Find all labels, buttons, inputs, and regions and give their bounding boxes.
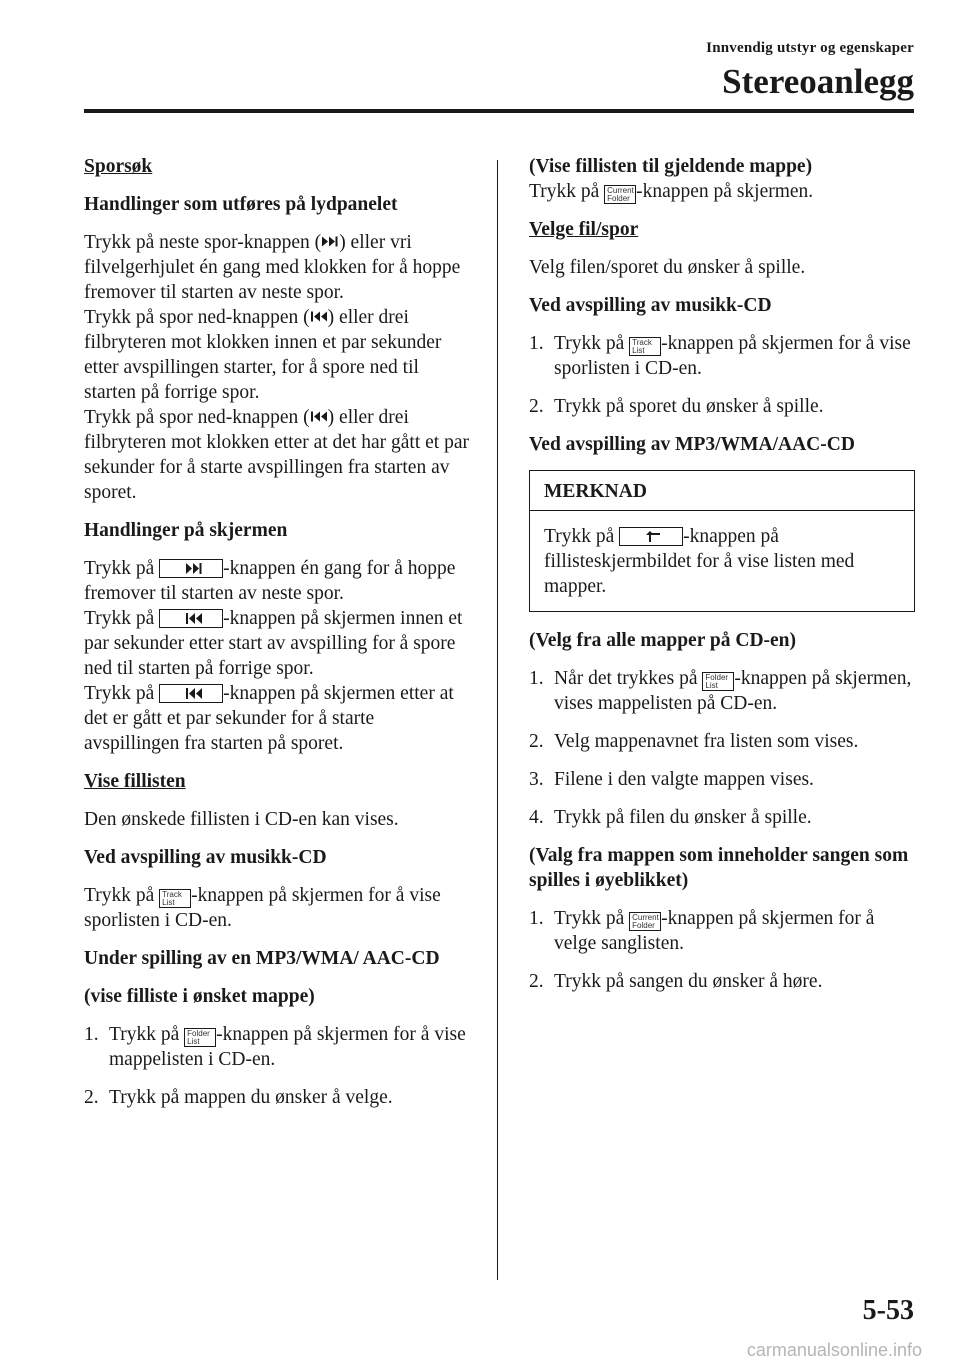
folder-up-icon bbox=[646, 531, 662, 543]
paragraph-screen-prev-late: Trykk på -knappen på skjermen etter at det er gått et par sekunder for å starte avspillingen fra starten på sporet. bbox=[84, 683, 454, 754]
previous-track-icon bbox=[310, 407, 328, 426]
left-column bbox=[84, 154, 469, 1123]
note-title: MERKNAD bbox=[530, 471, 914, 511]
column-divider bbox=[497, 160, 498, 1280]
select-file-text: Velg filen/sporet du ønsker å spille. bbox=[529, 257, 806, 278]
all-folders-heading: (Velg fra alle mapper på CD-en) bbox=[529, 630, 797, 651]
paragraph-next-track: Trykk på neste spor-knappen ( ) eller vri filvelgerhjulet én gang med klokken for å hoppe fremover til starten av neste spor. bbox=[84, 232, 461, 303]
paragraph-screen-next: Trykk på -knappen én gang for å hoppe fremover til starten av neste spor. bbox=[84, 558, 456, 604]
current-folder-button[interactable]: Current Folder bbox=[604, 185, 636, 204]
mp3-cd-heading: Ved avspilling av MP3/WMA/AAC-CD bbox=[529, 434, 855, 455]
next-track-button[interactable] bbox=[159, 559, 223, 578]
list-item: 1. Trykk på Current Folder -knappen på skjermen for å velge sanglisten. bbox=[529, 908, 875, 954]
paragraph-screen-prev-early: Trykk på -knappen på skjermen innen et par sekunder etter start av avspilling for å spore ned til starten på forrige spor. bbox=[84, 608, 463, 679]
header-section-label: Innvendig utstyr og egenskaper bbox=[706, 40, 914, 56]
file-list-text: Den ønskede fillisten i CD-en kan vises. bbox=[84, 809, 399, 830]
next-track-icon bbox=[186, 563, 202, 574]
panel-operations-heading: Handlinger som utføres på lydpanelet bbox=[84, 194, 398, 215]
track-list-button[interactable]: Track List bbox=[159, 889, 191, 908]
list-item: 1. Trykk på Folder List -knappen på skjermen for å vise mappelisten i CD-en. bbox=[84, 1024, 466, 1070]
list-item: 2. Trykk på mappen du ønsker å velge. bbox=[84, 1087, 393, 1108]
desired-folder-heading: (vise filliste i ønsket mappe) bbox=[84, 986, 315, 1007]
previous-track-button[interactable] bbox=[159, 609, 223, 628]
paragraph-track-list: Trykk på Track List -knappen på skjermen for å vise sporlisten i CD-en. bbox=[84, 885, 441, 931]
note-box bbox=[529, 470, 915, 612]
list-item: 4. Trykk på filen du ønsker å spille. bbox=[529, 807, 812, 828]
previous-track-button[interactable] bbox=[159, 684, 223, 703]
screen-operations-heading: Handlinger på skjermen bbox=[84, 520, 288, 541]
file-list-heading: Vise fillisten bbox=[84, 771, 186, 792]
previous-track-icon bbox=[310, 307, 328, 326]
music-cd-heading: Ved avspilling av musikk-CD bbox=[529, 295, 772, 316]
next-track-icon bbox=[321, 232, 339, 251]
folder-list-button[interactable]: Folder List bbox=[184, 1028, 216, 1047]
previous-track-icon bbox=[186, 688, 202, 699]
note-body: Trykk på -knappen på fillisteskjermbildet for å vise listen med mapper. bbox=[544, 526, 855, 597]
folder-up-button[interactable] bbox=[619, 527, 683, 546]
paragraph-prev-track-early: Trykk på spor ned-knappen ( ) eller drei filbryteren mot klokken innen et par sekunder etter avspillingen starter, for å spore ned til starten på forrige spor. bbox=[84, 307, 442, 403]
header-rule bbox=[84, 109, 914, 113]
current-song-folder-heading: (Valg fra mappen som inneholder sangen som spilles i øyeblikket) bbox=[529, 845, 909, 891]
music-cd-heading: Ved avspilling av musikk-CD bbox=[84, 847, 327, 868]
list-item: 3. Filene i den valgte mappen vises. bbox=[529, 769, 814, 790]
current-folder-button[interactable]: Current Folder bbox=[629, 912, 661, 931]
page-title: Stereoanlegg bbox=[722, 62, 914, 101]
track-list-button[interactable]: Track List bbox=[629, 337, 661, 356]
paragraph-current-folder: Trykk på Current Folder -knappen på skjermen. bbox=[529, 181, 814, 203]
list-item: 1. Trykk på Track List -knappen på skjermen for å vise sporlisten i CD-en. bbox=[529, 333, 911, 379]
paragraph-prev-track-late: Trykk på spor ned-knappen ( ) eller drei filbryteren mot klokken etter at det har gått et par sekunder for å starte avspillingen fra starten av sporet. bbox=[84, 407, 469, 503]
page-number: 5-53 bbox=[862, 1295, 914, 1326]
previous-track-icon bbox=[186, 613, 202, 624]
list-item: 2. Trykk på sporet du ønsker å spille. bbox=[529, 396, 824, 417]
right-column bbox=[529, 154, 915, 1007]
list-item: 2. Trykk på sangen du ønsker å høre. bbox=[529, 971, 823, 992]
folder-list-button[interactable]: Folder List bbox=[702, 672, 734, 691]
current-folder-heading: (Vise fillisten til gjeldende mappe) bbox=[529, 156, 813, 177]
sporsok-heading: Sporsøk bbox=[84, 156, 153, 177]
list-item: 1. Når det trykkes på Folder List -knappen på skjermen, vises mappelisten på CD-en. bbox=[529, 668, 912, 714]
mp3-cd-heading: Under spilling av en MP3/WMA/ AAC-CD bbox=[84, 948, 440, 969]
select-file-heading: Velge fil/spor bbox=[529, 219, 639, 240]
list-item: 2. Velg mappenavnet fra listen som vises. bbox=[529, 731, 859, 752]
watermark: carmanualsonline.info bbox=[746, 1340, 922, 1360]
